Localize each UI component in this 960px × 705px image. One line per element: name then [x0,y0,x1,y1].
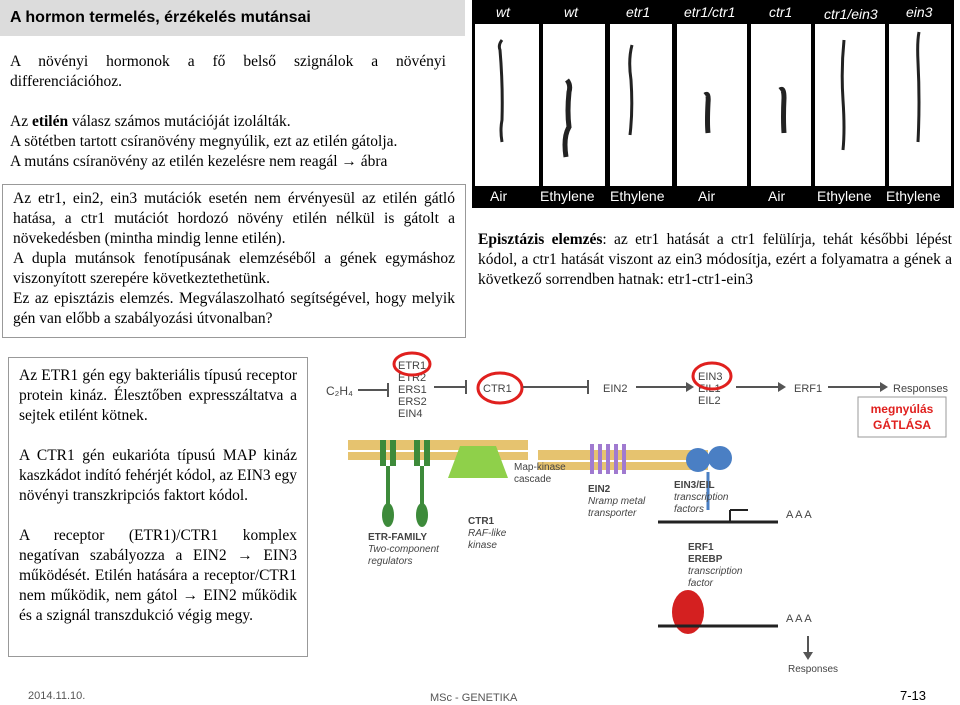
genes-text-receptor: A receptor (ETR1)/CTR1 komplex negatívan szabályozza a EIN2 → EIN3 működését. Etilén hatására a receptor/CTR1 nem működik, nem gátol → EIN2 működik és a szignál transzdukció végig megy. [19,527,297,624]
ein2-node: EIN2 [603,383,628,395]
svg-text:cascade: cascade [514,474,552,485]
treatment-label-5: Air [768,188,786,204]
mutants-box [2,184,466,338]
receptor-ers1: ERS1 [398,384,427,396]
erebp-label: EREBP [688,554,723,565]
genotype-label-4: etr1/ctr1 [684,4,736,20]
ethylene-line3: A mutáns csíranövény az etilén kezelésre nem reagál → ábra [10,153,388,170]
svg-text:Nramp metal: Nramp metal [588,496,646,507]
receptor-ers2: ERS2 [398,396,427,408]
svg-text:factor: factor [688,578,714,589]
map-kinase-label: Map-kinase [514,462,566,473]
seedling-photo-svg [472,0,954,208]
genotype-label-7: ein3 [906,4,933,20]
cell-diagram [318,440,958,680]
genes-text-ctr1: A CTR1 gén eukarióta típusú MAP kináz kaszkádot indító fehérjét kódol, az EIN3 egy növényi transzkripciós faktort kódol. [19,447,297,504]
ethylene-line2: A sötétben tartott csíranövény megnyúlik, ezt az etilén gátolja. [10,133,398,150]
ctr1-icon [448,446,508,478]
eil2-node: EIL2 [698,395,721,407]
cell-responses-label: Responses [788,664,839,675]
svg-text:transcription: transcription [688,566,743,577]
ethylene-line1-pre: Az [10,113,32,130]
ctr1-label: CTR1 [468,516,495,527]
treatment-label-4: Air [698,188,716,204]
ctr1-node: CTR1 [483,383,512,395]
note-elongation: megnyúlás [870,402,934,416]
erf1-label: ERF1 [688,542,714,553]
eil1-node: EIL1 [698,383,721,395]
svg-text:RAF-like: RAF-like [468,528,507,539]
aaa-2: A A A [786,613,812,625]
pathway-diagram [318,345,958,440]
svg-text:factors: factors [674,504,705,515]
ethylene-paragraph [10,112,465,172]
svg-text:transcription: transcription [674,492,729,503]
genes-text-etr1: Az ETR1 gén egy bakteriális típusú receptor protein kináz. Élesztőben expresszáltatva a sejtek etilént kötnek. [19,367,297,424]
receptor-etr1: ETR1 [398,360,427,372]
etr-family-label: ETR-FAMILY [368,532,428,543]
treatment-label-7: Ethylene [886,188,941,204]
genotype-label-5: ctr1 [769,4,793,20]
epistasis-text [478,230,952,290]
mutants-text-3: Ez az episztázis elemzés. Megválaszolható segítségével, hogy melyik gén van előbb a szabályozási útvonalban? [13,290,455,327]
footer-course: MSc - GENETIKA [430,692,518,704]
treatment-label-3: Ethylene [610,188,665,204]
intro-text: A növényi hormonok a fő belső szignálok a növényi differenciációhoz. [10,53,446,90]
aaa-1: A A A [786,509,812,521]
genotype-label-1: wt [496,4,510,20]
mutants-text-2: A dupla mutánsok fenotípusának elemzéséből a gének egymáshoz viszonyított szerepére következtethetünk. [13,250,455,287]
epistasis-bold: Episztázis elemzés [478,231,603,248]
mutants-text-1: Az etr1, ein2, ein3 mutációk esetén nem érvényesül az etilén gátló hatása, a ctr1 mutációt hordozó növény etilén nélkül is gátolt a növekedésben (mintha mindig lenne etilén). [13,190,455,247]
ein3-eil-label: EIN3/EIL [674,480,715,491]
svg-text:kinase: kinase [468,540,497,551]
ein3-node: EIN3 [698,371,723,383]
genotype-label-6: ctr1/ein3 [824,6,878,22]
responses-node: Responses [893,383,949,395]
genotype-label-3: etr1 [626,4,651,20]
slide-title: A hormon termelés, érzékelés mutánsai [0,0,465,36]
genotype-label-2: wt [564,4,578,20]
receptor-etr2: ETR2 [398,372,427,384]
svg-text:transporter: transporter [588,508,637,519]
ein2-label: EIN2 [588,484,611,495]
ethylene-line1-bold: etilén [31,113,69,130]
footer-date: 2014.11.10. [28,690,86,702]
treatment-label-2: Ethylene [540,188,595,204]
receptor-ein4: EIN4 [398,408,423,420]
erf1-node: ERF1 [794,383,823,395]
treatment-label-6: Ethylene [817,188,872,204]
ethylene-line1-post: válasz számos mutációját izolálták. [68,113,291,130]
genes-box [8,357,308,657]
c2h4-label: C₂H₄ [326,384,353,398]
epistasis-body: : az etr1 hatását a ctr1 felülírja, tehát későbbi lépést kódol, a ctr1 hatását viszont az ein3 módosítja, ezért a folyamatra a gének a következő sorrendben hatnak: etr1-ctr1-ein3 [478,231,952,288]
treatment-label-1: Air [490,188,508,204]
two-component-label: Two-component [368,544,439,555]
seedling-photo [472,0,954,208]
footer-page-number: 7-13 [900,688,927,703]
svg-text:regulators: regulators [368,556,413,567]
note-inhibition: GÁTLÁSA [873,418,931,432]
